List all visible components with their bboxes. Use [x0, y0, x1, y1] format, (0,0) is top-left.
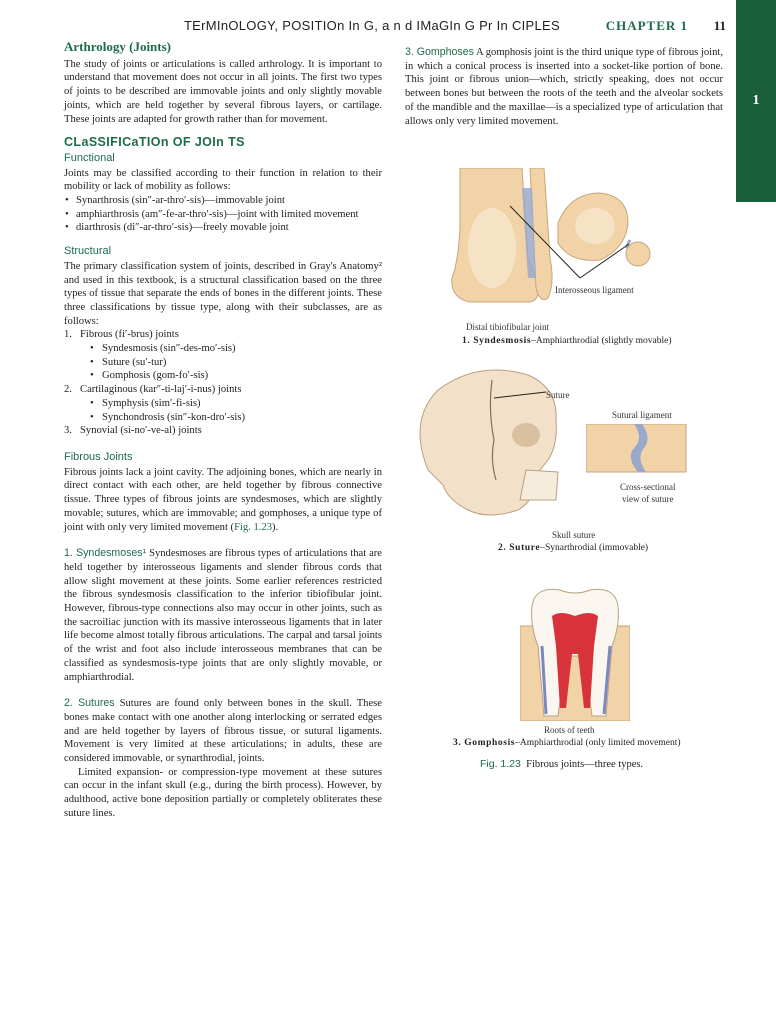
gomphosis-caption [453, 738, 681, 748]
chapter-label: CHAPTER 1 [605, 18, 688, 33]
class-fibrous [64, 328, 382, 383]
class-num: 1. [64, 329, 72, 341]
structural-list [64, 328, 382, 438]
sub-syndesmosis: • Syndesmosis (sin″-des-mo′-sis) [102, 342, 382, 356]
page-header [183, 18, 730, 38]
sub-symphysis: • Symphysis (sim′-fi-sis) [102, 397, 382, 411]
arthrology-heading: Arthrology (Joints) [64, 39, 172, 54]
syndesmoses-paragraph [64, 547, 382, 684]
chapter-tab-number: 1 [752, 93, 760, 108]
sutural-ligament-label: Sutural ligament [612, 410, 672, 420]
sub-gomphosis: • Gomphosis (gom-fo′-sis) [102, 369, 382, 383]
figure-number: Fig. 1.23 [480, 758, 521, 770]
cross-section-label-1: Cross-sectional [620, 482, 676, 492]
class-synovial [64, 424, 382, 438]
fibrous-paragraph [64, 466, 382, 535]
sutures-lead: 2. Sutures [64, 697, 115, 710]
fibrous-heading: Fibrous Joints [64, 450, 133, 463]
gomphosis-caption-rest: –Amphiarthrodial (only limited movement) [515, 738, 681, 748]
syndesmosis-caption-bold: 1. Syndesmosis [462, 336, 532, 346]
suture-label: Suture [546, 390, 570, 400]
left-column [64, 40, 382, 821]
gomphosis-caption-bold: 3. Gomphosis [453, 738, 516, 748]
gomphoses-text: A gomphosis joint is the third unique type of fibrous joint, in which a conical process is inserted into a socket-like portion of bone. This joint or fibrous union—which, strictly speaking, does not occur between bones but between the roots of the teeth and the alveolar sockets of the mandible and the maxillae—is a specialized type of articulation that allows only very limited movement. [405, 47, 723, 127]
class-cartilaginous-label: Cartilaginous (kar″-ti-laj′-i-nus) joints [80, 384, 242, 396]
functional-intro: Joints may be classified according to their function in relation to their mobility or lack of mobility as follows: [64, 167, 382, 193]
tooth-illustration [520, 586, 630, 721]
distal-tibiofibular-label: Distal tibiofibular joint [466, 322, 549, 332]
skull-illustration [408, 360, 598, 525]
sub-synchondrosis: • Synchondrosis (sin″-kon-dro′-sis) [102, 411, 382, 425]
gomphoses-paragraph [405, 46, 723, 128]
gomphoses-lead: 3. Gomphoses [405, 46, 474, 58]
suture-caption-bold: 2. Suture [498, 543, 541, 553]
structural-paragraph: The primary classification system of joints, described in Gray's Anatomy² and used in this textbook, is a structural classification based on the three types of tissue that separate the ends of bones in the different joints. These three classifications by tissue type, along with their subclasses, are as follows: [64, 260, 382, 327]
class-synovial-label: Synovial (si-no′-ve-al) joints [80, 425, 202, 437]
class-num: 3. [64, 425, 72, 437]
cross-section-label-2: view of suture [622, 494, 674, 504]
arthrology-paragraph: The study of joints or articulations is called arthrology. It is important to understand that movement does not occur in all joints. The first two types of joints to be described are immovable joints and only slightly movable joints, which are held together by several fibrous layers, or cartilage. These joints are adapted for growth rather than for movement. [64, 58, 382, 125]
roots-of-teeth-label: Roots of teeth [544, 725, 595, 735]
sub-suture: • Suture (su′-tur) [102, 356, 382, 370]
suture-caption-rest: –Synarthrodial (immovable) [540, 543, 649, 553]
skull-suture-label: Skull suture [552, 530, 596, 540]
fibrous-end: ). [272, 521, 279, 533]
sutures-text: Sutures are found only between bones in the skull. These bones make contact with one another along interlocking or serrated edges and are held together by layers of fibrous tissue, or sutural ligaments. Movement is very limited at these articulations; in adults, these are considered immovable, or synarthrodial, joints. [64, 698, 382, 765]
fibrous-text: Fibrous joints lack a joint cavity. The adjoining bones, which are nearly in direct contact with each other, are held together by fibrous connective tissue. Three types of fibrous joints are syndesmoses, which are slightly movable; sutures, which are immovable; and gomphoses, a unique type of joint with only very limited movement ( [64, 466, 382, 533]
classification-heading: CLaSSIFICaTIOn OF JOIn TS [64, 135, 245, 150]
functional-item-synarthrosis: • Synarthrosis (sin″-ar-thro′-sis)—immovable joint [76, 194, 382, 208]
functional-item-diarthrosis: • diarthrosis (di″-ar-thro′-sis)—freely movable joint [76, 221, 382, 235]
running-head: TErMInOLOGY, POSITIOn In G, a n d IMaGIn G Pr In CIPLES [183, 18, 560, 33]
syndesmoses-lead: 1. Syndesmoses¹ [64, 547, 147, 560]
page-number: 11 [713, 18, 726, 33]
class-fibrous-label: Fibrous (fi′-brus) joints [80, 329, 179, 341]
chapter-tab [736, 0, 776, 202]
functional-heading: Functional [64, 151, 115, 164]
syndesmosis-caption-rest: –Amphiarthrodial (slightly movable) [531, 336, 672, 346]
functional-item-amphiarthrosis: • amphiarthrosis (am″-fe-ar-thro′-sis)—joint with limited movement [76, 208, 382, 222]
structural-heading: Structural [64, 245, 112, 258]
syndesmoses-text: Syndesmoses are fibrous types of articulations that are held together by interosseous ligaments and slender fibrous cords that allow slight movement at these joints. Some earlier references restricted the fibrous syndesmosis classification to the inferior tibiofibular joint. However, fibrous-type connections also may occur in other joints, such as the sacroiliac junction with its massive interosseous ligaments that in later life become almost totally fibrous articulations. The carpal and tarsal joints of the wrist and foot also include interosseous membranes that can be classified as syndesmosis-type joints that are only slightly movable, or amphiarthrodial. [64, 548, 383, 683]
figure-title: Fibrous joints—three types. [526, 759, 644, 770]
syndesmosis-illustration [430, 168, 680, 318]
sutures-paragraph [64, 697, 382, 766]
suture-caption [498, 543, 648, 553]
figure-caption [480, 758, 643, 770]
figure-reference-link[interactable]: Fig. 1.23 [234, 521, 273, 533]
sutures-paragraph-2: Limited expansion- or compression-type movement at these sutures can occur in the infant skull (e.g., during the birth process). However, by adulthood, active bone deposition partially or completely obliterates these suture lines. [64, 766, 382, 819]
class-cartilaginous [64, 383, 382, 424]
syndesmosis-caption [462, 336, 672, 346]
class-num: 2. [64, 384, 72, 396]
functional-list [64, 194, 382, 235]
interosseous-ligament-label: Interosseous ligament [555, 285, 634, 295]
suture-cross-section-illustration [586, 424, 688, 474]
